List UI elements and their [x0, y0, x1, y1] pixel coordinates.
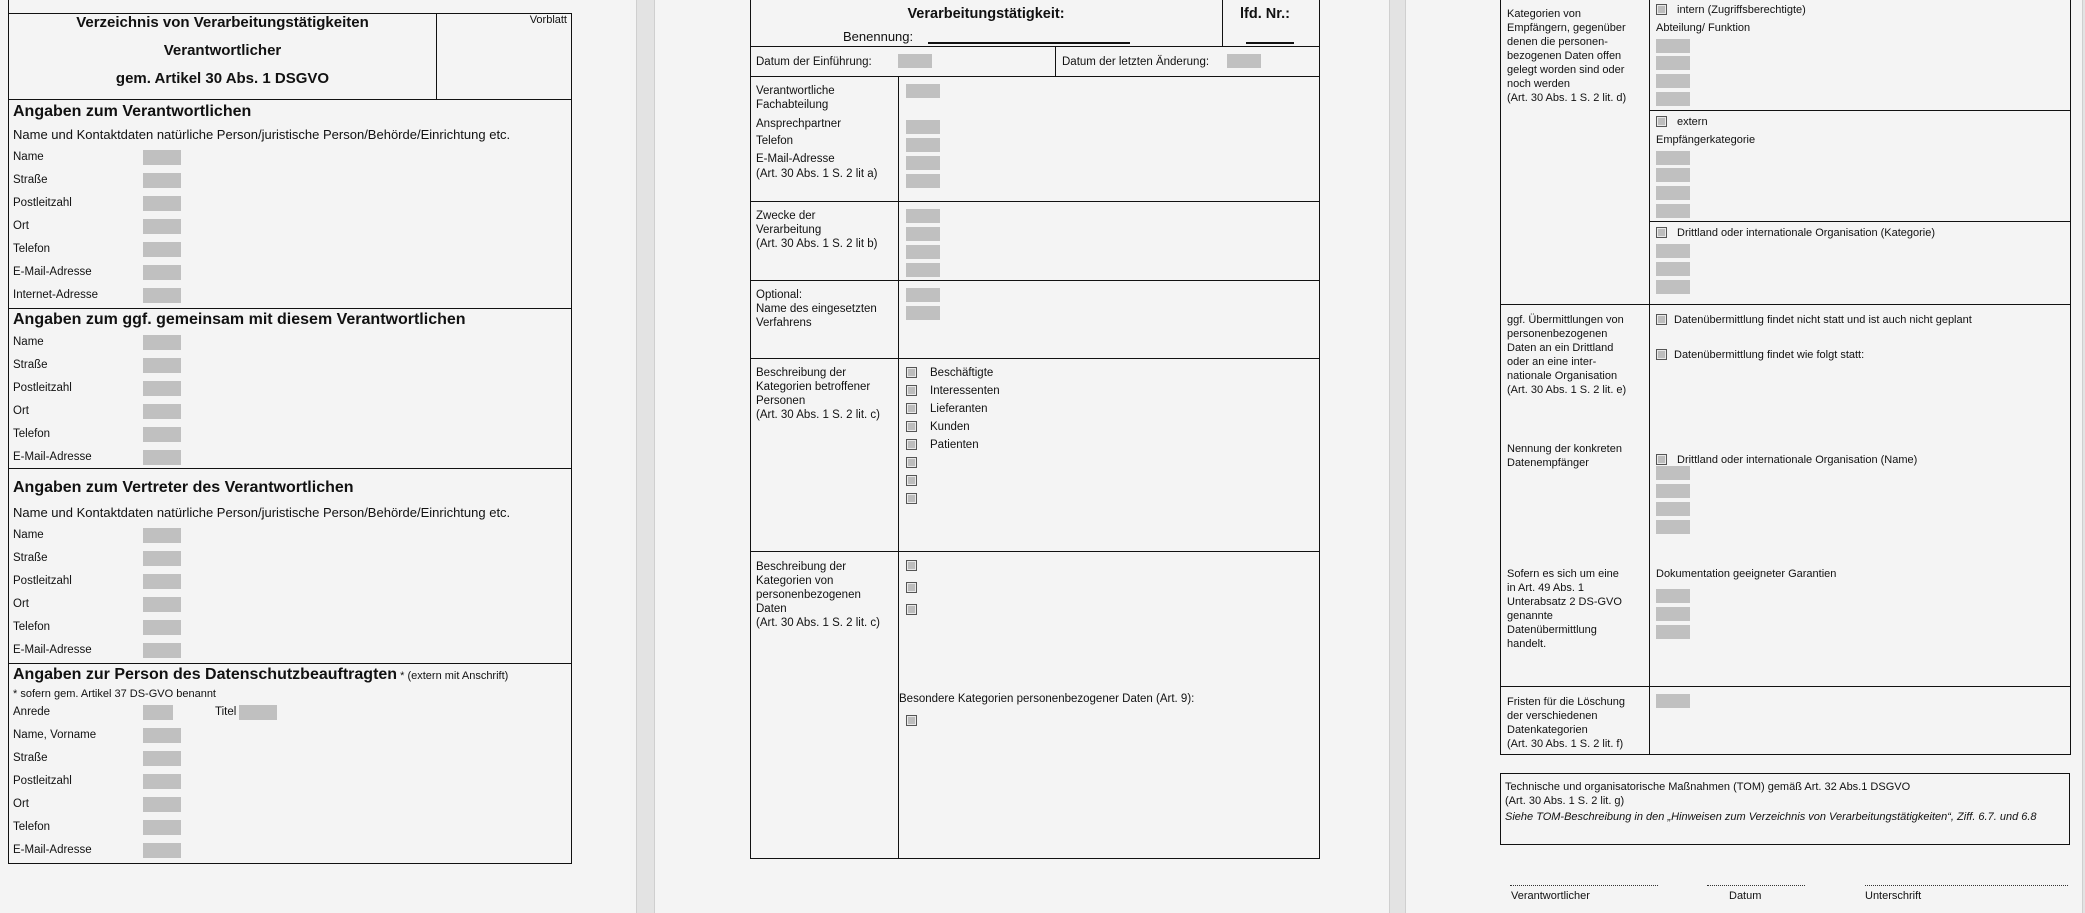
field-label: E-Mail-Adresse [13, 451, 92, 463]
field-input[interactable] [143, 404, 181, 419]
field-input[interactable] [143, 265, 181, 280]
field-label: Ort [13, 405, 29, 417]
document-legal-basis: gem. Artikel 30 Abs. 1 DSGVO [115, 70, 330, 87]
nennung-label: Nennung der konkreten Datenempfänger [1507, 443, 1622, 469]
section-description: Name und Kontaktdaten natürliche Person/juristische Person/Behörde/Einrichtung etc. [13, 127, 511, 142]
section-heading-text: Angaben zum Vertreter des Verantwortlichen [13, 479, 354, 496]
field-row [9, 377, 572, 400]
document-title: Verzeichnis von Verarbeitungstätigkeiten [76, 14, 369, 31]
section-heading [9, 101, 572, 123]
fachabteilung-label: Verantwortliche Fachabteilung [756, 85, 835, 111]
field-label: Ort [13, 220, 29, 232]
garantien-field[interactable] [1656, 625, 1690, 639]
field-label: Postleitzahl [13, 575, 72, 587]
table-border [898, 76, 899, 859]
table-border [1055, 46, 1056, 76]
field-label: E-Mail-Adresse [13, 844, 92, 856]
field-input[interactable] [143, 820, 181, 835]
vorblatt-label: Vorblatt [529, 14, 567, 26]
uebermittlung-statt-label: Datenübermittlung findet wie folgt statt: [1674, 349, 1865, 361]
table-border [8, 863, 572, 864]
benennung-label: Benennung: [843, 29, 914, 44]
zwecke-field[interactable] [906, 263, 940, 277]
besondere-kategorien-label: Besondere Kategorien personenbezogener Daten (Art. 9): [899, 693, 1195, 705]
table-border [1500, 0, 1501, 755]
verfahren-field[interactable] [906, 306, 940, 320]
field-row [9, 639, 572, 662]
field-input[interactable] [143, 288, 181, 303]
ansprechpartner-label: Ansprechpartner [756, 118, 842, 130]
dokumentation-label: Dokumentation geeigneter Garantien [1656, 568, 1837, 580]
field-input[interactable] [143, 381, 181, 396]
field-row [9, 724, 572, 747]
field-row [9, 238, 572, 261]
option-label: Patienten [930, 439, 979, 451]
field-input[interactable] [143, 643, 181, 658]
signature-unterschrift: Unterschrift [1865, 890, 1922, 902]
field-input[interactable] [143, 450, 181, 465]
field-input[interactable] [143, 574, 181, 589]
benennung-input-line[interactable] [928, 42, 1130, 44]
field-row [9, 331, 572, 354]
abteilung-field[interactable] [1656, 39, 1690, 53]
field-row [9, 261, 572, 284]
field-input[interactable] [143, 150, 181, 165]
field-label: Ort [13, 798, 29, 810]
field-label: Name [13, 151, 44, 163]
field-input[interactable] [143, 728, 181, 743]
zwecke-label: Zwecke der Verarbeitung (Art. 30 Abs. 1 S. 2 lit b) [756, 210, 878, 250]
field-label: Name [13, 336, 44, 348]
field-label: Anrede [13, 706, 51, 718]
activity-title: Verarbeitungstätigkeit: [907, 6, 1065, 22]
checkbox[interactable] [906, 560, 917, 571]
field-label: Straße [13, 552, 48, 564]
abteilung-field[interactable] [1656, 74, 1690, 88]
field-row [9, 423, 572, 446]
telefon-field[interactable] [906, 138, 940, 152]
uebermittlung-label: ggf. Übermittlungen von personenbezogenen Daten an ein Drittland oder an eine inter- nationale Organisation (Art. 30 Abs. 1 S. 2 lit. e) [1507, 314, 1627, 396]
fristen-label: Fristen für die Löschung der verschiedenen Datenkategorien (Art. 30 Abs. 1 S. 2 lit. f) [1507, 696, 1626, 750]
table-border [750, 551, 1320, 552]
section-heading-text: Angaben zur Person des Datenschutzbeauftragten [13, 666, 398, 683]
checkbox[interactable] [906, 475, 917, 486]
table-border [1500, 686, 2071, 687]
checkbox-beschaeftigte[interactable] [906, 367, 917, 378]
option-label: Beschäftigte [930, 367, 994, 379]
tom-box [1500, 773, 2070, 845]
tom-note: Siehe TOM-Beschreibung in den „Hinweisen zum Verzeichnis von Verarbeitungstätigkeiten“, Ziff. 6.7. und 6.8 [1505, 811, 2037, 823]
table-border [1649, 221, 2071, 222]
abteilung-label: Abteilung/ Funktion [1656, 22, 1751, 34]
option-label: Interessenten [930, 385, 1000, 397]
field-row [9, 354, 572, 377]
option-label: Lieferanten [930, 403, 988, 415]
empfaengerkategorie-field[interactable] [1656, 186, 1690, 200]
checkbox-patienten[interactable] [906, 439, 917, 450]
field-input[interactable] [143, 427, 181, 442]
table-border [750, 0, 751, 859]
text-field[interactable] [906, 174, 940, 188]
field-label: Postleitzahl [13, 197, 72, 209]
field-input[interactable] [143, 597, 181, 612]
field-row [9, 215, 572, 238]
section-footnote: * sofern gem. Artikel 37 DS-GVO benannt [13, 688, 216, 700]
field-input[interactable] [143, 797, 181, 812]
tom-reference: (Art. 30 Abs. 1 S. 2 lit. g) [1505, 795, 1625, 807]
table-border [1500, 754, 2071, 755]
field-label: Straße [13, 174, 48, 186]
field-input[interactable] [143, 335, 181, 350]
section-2 [9, 309, 572, 469]
section-heading-note: * (extern mit Anschrift) [397, 670, 509, 682]
field-row [9, 839, 572, 862]
field-input[interactable] [143, 219, 181, 234]
page-gutter [636, 0, 655, 913]
field-input[interactable] [143, 843, 181, 858]
table-border [1649, 110, 2071, 111]
section-description: Name und Kontaktdaten natürliche Person/juristische Person/Behörde/Einrichtung etc. [13, 505, 511, 520]
field-label: Ort [13, 598, 29, 610]
telefon-label: Telefon [756, 135, 794, 147]
checkbox[interactable] [906, 582, 917, 593]
zwecke-field[interactable] [906, 209, 940, 223]
garantien-field[interactable] [1656, 607, 1690, 621]
extern-label: extern [1677, 116, 1708, 128]
section-1 [9, 100, 572, 307]
field-label: Telefon [13, 243, 51, 255]
anrede-field[interactable] [143, 705, 173, 720]
field-label: Telefon [13, 821, 51, 833]
drittland-name-field[interactable] [1656, 484, 1690, 498]
table-border [750, 358, 1320, 359]
field-row [9, 284, 572, 307]
datum-aenderung-label: Datum der letzten Änderung: [1062, 56, 1210, 68]
drittland-name-label: Drittland oder internationale Organisation (Name) [1677, 454, 1918, 466]
field-label: Straße [13, 359, 48, 371]
signature-datum: Datum [1729, 890, 1762, 902]
section-heading [9, 474, 572, 501]
table-border [2070, 0, 2071, 755]
table-border [750, 46, 1320, 47]
lfd-nr-input-line[interactable] [1246, 42, 1294, 44]
verfahren-field[interactable] [906, 288, 940, 302]
field-label: Name [13, 529, 44, 541]
field-row [9, 747, 572, 770]
field-row [9, 616, 572, 639]
field-row [9, 446, 572, 469]
field-input[interactable] [143, 528, 181, 543]
field-label: Postleitzahl [13, 775, 72, 787]
signature-verantwortlicher: Verantwortlicher [1511, 890, 1590, 902]
option-label: Kunden [930, 421, 970, 433]
email-label: E-Mail-Adresse (Art. 30 Abs. 1 S. 2 lit a) [756, 153, 878, 180]
section-heading [9, 664, 572, 687]
table-border [436, 13, 437, 100]
datenkategorien-label: Beschreibung der Kategorien von personenbezogenen Daten (Art. 30 Abs. 1 S. 2 lit. c) [756, 561, 880, 629]
empfaenger-label: Kategorien von Empfängern, gegenüber denen die personen- bezogenen Daten offen gelegt worden sind oder noch werden (Art. 30 Abs. 1 S. 2 lit. d) [1507, 8, 1627, 104]
document-subtitle: Verantwortlicher [163, 42, 282, 59]
section-4 [9, 664, 572, 862]
checkbox-intern[interactable] [1656, 4, 1667, 15]
field-row [9, 524, 572, 547]
field-label: Internet-Adresse [13, 289, 99, 301]
checkbox-uebermittlung-statt[interactable] [1656, 349, 1667, 360]
field-row [9, 169, 572, 192]
field-label: Postleitzahl [13, 382, 72, 394]
field-input[interactable] [143, 620, 181, 635]
field-input[interactable] [143, 173, 181, 188]
field-label: Name, Vorname [13, 729, 97, 741]
datum-einfuehrung-label: Datum der Einführung: [756, 56, 872, 68]
checkbox-extern[interactable] [1656, 116, 1667, 127]
field-input[interactable] [143, 196, 181, 211]
field-label: Telefon [13, 621, 51, 633]
email-field[interactable] [906, 156, 940, 170]
field-input[interactable] [143, 551, 181, 566]
titel-field[interactable] [239, 705, 277, 720]
checkbox-besondere-kategorien[interactable] [906, 715, 917, 726]
section-heading-text: Angaben zum ggf. gemeinsam mit diesem Verantwortlichen [13, 311, 466, 328]
ansprechpartner-field[interactable] [906, 120, 940, 134]
zwecke-field[interactable] [906, 227, 940, 241]
intern-label: intern (Zugriffsberechtigte) [1677, 4, 1806, 16]
field-label: Straße [13, 752, 48, 764]
table-border [750, 858, 1320, 859]
table-border [1500, 304, 2071, 305]
drittland-name-field[interactable] [1656, 502, 1690, 516]
signature-line [1865, 885, 2068, 886]
section-3 [9, 469, 572, 662]
checkbox[interactable] [906, 493, 917, 504]
field-label: E-Mail-Adresse [13, 644, 92, 656]
betroffene-personen-label: Beschreibung der Kategorien betroffener Personen (Art. 30 Abs. 1 S. 2 lit. c) [756, 367, 880, 421]
checkbox-drittland-name[interactable] [1656, 454, 1667, 465]
field-row-anrede [9, 701, 572, 724]
abteilung-field[interactable] [1656, 56, 1690, 70]
field-row [9, 547, 572, 570]
checkbox-drittland-kategorie[interactable] [1656, 227, 1667, 238]
section-heading-text: Angaben zum Verantwortlichen [13, 103, 252, 120]
table-border [750, 280, 1320, 281]
field-row [9, 146, 572, 169]
field-input[interactable] [143, 774, 181, 789]
checkbox-lieferanten[interactable] [906, 403, 917, 414]
field-row [9, 770, 572, 793]
empfaengerkategorie-field[interactable] [1656, 168, 1690, 182]
drittland-kategorie-field[interactable] [1656, 280, 1690, 294]
garantien-field[interactable] [1656, 589, 1690, 603]
field-input[interactable] [143, 358, 181, 373]
datum-aenderung-field[interactable] [1227, 54, 1261, 68]
field-row [9, 400, 572, 423]
field-label: Telefon [13, 428, 51, 440]
datum-einfuehrung-field[interactable] [898, 54, 932, 68]
field-label: E-Mail-Adresse [13, 266, 92, 278]
field-row [9, 816, 572, 839]
page-gutter [1389, 0, 1406, 913]
sofern-label: Sofern es sich um eine in Art. 49 Abs. 1 Unterabsatz 2 DS-GVO genannte Datenübermittlung handelt. [1507, 568, 1622, 650]
field-row [9, 570, 572, 593]
checkbox-kunden[interactable] [906, 421, 917, 432]
table-border [750, 76, 1320, 77]
fristen-field[interactable] [1656, 694, 1690, 708]
verfahren-label: Optional: Name des eingesetzten Verfahrens [756, 289, 877, 329]
drittland-kategorie-label: Drittland oder internationale Organisation (Kategorie) [1677, 227, 1936, 239]
drittland-name-field[interactable] [1656, 466, 1690, 480]
abteilung-field[interactable] [1656, 92, 1690, 106]
section-heading [9, 309, 572, 331]
field-row [9, 793, 572, 816]
zwecke-field[interactable] [906, 245, 940, 259]
fachabteilung-field[interactable] [906, 84, 940, 98]
empfaengerkategorie-label: Empfängerkategorie [1656, 134, 1756, 146]
table-border [1222, 0, 1223, 46]
checkbox-keine-uebermittlung[interactable] [1656, 314, 1667, 325]
lfd-nr-label: lfd. Nr.: [1240, 6, 1290, 22]
field-row [9, 192, 572, 215]
drittland-name-field[interactable] [1656, 520, 1690, 534]
drittland-kategorie-field[interactable] [1656, 262, 1690, 276]
table-border [750, 201, 1320, 202]
field-input[interactable] [143, 242, 181, 257]
field-label: Titel [215, 706, 237, 718]
table-border [1649, 0, 1650, 755]
field-input[interactable] [143, 751, 181, 766]
checkbox[interactable] [906, 457, 917, 468]
tom-title: Technische und organisatorische Maßnahmen (TOM) gemäß Art. 32 Abs.1 DSGVO [1505, 781, 1911, 793]
table-border [1319, 0, 1320, 859]
field-row [9, 593, 572, 616]
signature-line [1510, 885, 1658, 886]
checkbox-interessenten[interactable] [906, 385, 917, 396]
empfaengerkategorie-field[interactable] [1656, 151, 1690, 165]
empfaengerkategorie-field[interactable] [1656, 204, 1690, 218]
drittland-kategorie-field[interactable] [1656, 244, 1690, 258]
checkbox[interactable] [906, 604, 917, 615]
signature-line [1707, 885, 1805, 886]
keine-uebermittlung-label: Datenübermittlung findet nicht statt und ist auch nicht geplant [1674, 314, 1972, 326]
